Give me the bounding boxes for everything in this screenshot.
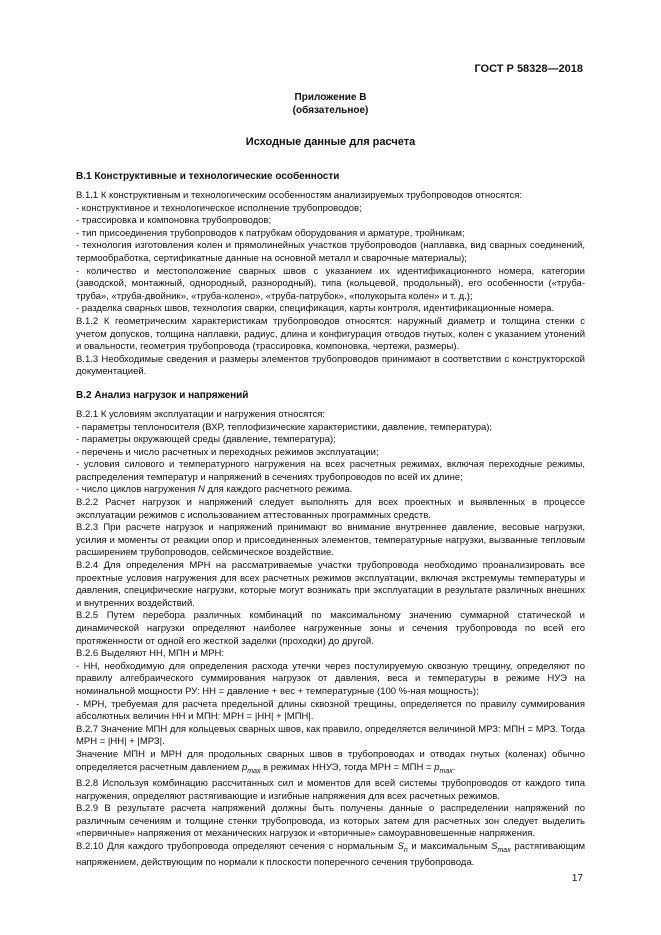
section-heading: В.1 Конструктивные и технологические особенности xyxy=(76,171,340,182)
paragraph: В.2.8 Используя комбинацию рассчитанных сил и моментов для всей системы трубопроводов от каждого типа нагружения, определяют растягивающие и изгибные напряжения для всех расчетных режимов. xyxy=(76,778,585,802)
annex-title: Приложение В xyxy=(294,92,367,103)
paragraph: В.2.1 К условиям эксплуатации и нагружения относятся: xyxy=(76,408,326,420)
annex-heading xyxy=(0,91,661,117)
paragraph: В.2.2 Расчет нагрузок и напряжений следует выполнять для всех проектных и выявленных в процессе эксплуатации режимов с использованием аттестованных программных средств. xyxy=(76,497,585,521)
subscript: max xyxy=(439,767,453,775)
paragraph xyxy=(76,749,585,778)
paragraph: - технология изготовления колен и прямолинейных участков трубопроводов (наплавка, вид сварных соединений, термообработка, сертификатные данные на основной металл и сварочные материалы); xyxy=(76,240,585,264)
paragraph xyxy=(76,484,585,497)
paragraph: В.1.3 Необходимые сведения и размеры элементов трубопроводов принимают в соответствии с конструкторской документацией. xyxy=(76,353,585,378)
paragraph: - МРН, требуемая для расчета предельной длины сквозной трещины, определяется по правилу суммирования абсолютных величин НН и МПН: МРН = |НН| + |МПН|. xyxy=(76,698,585,723)
paragraph: - разделка сварных швов, технология сварки, спецификация, карты контроля, идентификационные номера. xyxy=(76,303,555,315)
variable-s: S xyxy=(397,840,404,852)
paragraph: - конструктивное и технологическое исполнение трубопроводов; xyxy=(76,202,362,214)
text-run: растягивающим напряжением, действующим по нормали к плоскости поперечного сечения трубопровода. xyxy=(76,840,585,869)
document-title: Исходные данные для расчета xyxy=(245,136,416,148)
paragraph: - тип присоединения трубопроводов к патрубкам оборудования и арматуре, тройникам; xyxy=(76,227,465,239)
paragraph: - количество и местоположение сварных швов с указанием их идентификационного номера, категории (заводской, монтажный, однородный, разнородный), типа (кольцевой, продольный), его особенности («труба-труба», «труба-двойник», «труба-колено», «труба-патрубок», «полукорыта колен» и т. д.); xyxy=(76,265,585,302)
variable-s: S xyxy=(491,840,498,852)
paragraph: В.2.5 Путем перебора различных комбинаций по максимальному значению суммарной статической и динамической нагрузки определяют наиболее нагруженные зоны и сечения трубопровода по всей его протяженности от одной его жесткой заделки (проходки) до другой. xyxy=(76,610,585,647)
paragraph: - перечень и число расчетных и переходных режимов эксплуатации; xyxy=(76,446,379,458)
text-run: . xyxy=(452,761,456,773)
section-2 xyxy=(76,409,585,870)
paragraph: В.1.2 К геометрическим характеристикам трубопроводов относятся: наружный диаметр и толщина стенки с учетом допусков, толщина наплавки, радиус, длина и конфигурация отводов гнутых, колен с указанием утонений и овальности, геометрия трубопровода (трассировка, компоновка, чертежи, размеры). xyxy=(76,315,585,353)
text-run: В.2.10 Для каждого трубопровода определяют сечения с нормальным xyxy=(76,840,398,852)
subscript: n xyxy=(403,846,408,854)
section-1 xyxy=(76,190,585,379)
section-heading: В.2 Анализ нагрузок и напряжений xyxy=(76,389,249,401)
paragraph: В.2.9 В результате расчета напряжений должны быть получены данные о распределении напряжений по различным сечениям и толщине стенки трубопровода, из которых затем для расчетных зон следует выделить «первичные» напряжения от механических нагрузок и «вторичные» самоуравновешенные напряжения. xyxy=(76,803,585,840)
paragraph xyxy=(76,841,585,870)
variable-n: N xyxy=(198,484,205,496)
paragraph: - НН, необходимую для определения расхода утечки через постулируемую сквозную трещину, определяют по правилу алгебраического суммирования нагрузок от давления, веса и температуры в режиме НУЭ на номинальной мощности РУ: НН = давление + вес + температурные (100 %-ная мощность); xyxy=(76,660,585,697)
paragraph: В.2.6 Выделяют НН, МПН и МРН: xyxy=(76,648,225,660)
text-run: и максимальным xyxy=(407,840,492,852)
paragraph: В.2.4 Для определения МРН на рассматриваемые участки трубопровода необходимо проанализировать все проектные условия нагружения для всех расчетных режимов эксплуатации, включая экстремумы температуры и давления, специфические нагрузки, которые могут возникать при эксплуатации в результате различных внешних и внутренних воздействий. xyxy=(76,560,585,609)
paragraph: В.1.1 К конструктивным и технологическим особенностям анализируемых трубопроводов относятся: xyxy=(76,190,523,201)
document-body xyxy=(76,170,585,870)
standard-number: ГОСТ Р 58328—2018 xyxy=(474,63,583,75)
text-run: Значение МПН и МРН для продольных сварных швов в трубопроводах и отводах гнутых (коленах) обычно определяется расчетным давлением xyxy=(76,748,585,773)
subscript: max xyxy=(497,846,511,854)
paragraph: - параметры теплоносителя (ВХР, теплофизические характеристики, давление, температура); xyxy=(76,421,493,433)
variable-p: p xyxy=(434,761,440,773)
annex-status: (обязательное) xyxy=(292,105,369,116)
paragraph: - трассировка и компоновка трубопроводов; xyxy=(76,215,272,227)
subscript: max xyxy=(247,767,261,775)
text-run: в режимах ННУЭ, тогда МРН = МПН = xyxy=(260,761,435,773)
variable-p: p xyxy=(241,761,248,773)
page-number: 17 xyxy=(571,873,583,884)
paragraph: В.2.7 Значение МПН для кольцевых сварных швов, как правило, определяется величиной МРЗ: МПН = МРЗ. Тогда МРН = |НН| + |МРЗ|. xyxy=(76,723,586,748)
paragraph: - условия силового и температурного нагружения на всех расчетных режимах, включая переходные режимы, распределения температур и напряжений в сечениях трубопроводов по всей их длине; xyxy=(76,459,585,483)
text-run: для каждого расчетного режима. xyxy=(204,484,353,496)
text-run: - число циклов нагружения xyxy=(76,484,199,496)
paragraph: В.2.3 При расчете нагрузок и напряжений принимают во внимание внутреннее давление, весовые нагрузки, усилия и моменты от реакции опор и присоединенных элементов, температурные нагрузки, вызванные тепловым расширением трубопроводов, сейсмическое воздействие. xyxy=(76,522,585,559)
paragraph: - параметры окружающей среды (давление, температура); xyxy=(76,434,336,446)
